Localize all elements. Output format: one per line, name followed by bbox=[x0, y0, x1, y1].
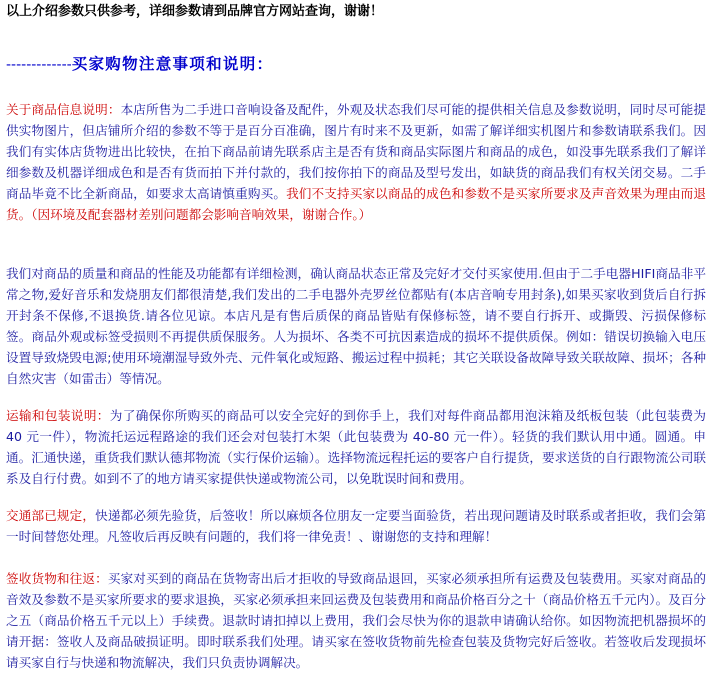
shipping-label: 运输和包装说明： bbox=[6, 408, 110, 423]
returns-text: 买家对买到的商品在货物寄出后才拒收的导致商品退回，买家必须承担所有运费及包装费用。买家对商品的音效及参数不是买家所要求的要求退换，买家必须承担来回运费及包装费用和商品价格百分之十（商品价格五千元内）。及百分之五（商品价格五千元以上）手续费。退款时请扣掉以上费用，我们会尽快为你的退款申请确认给你。如因物流把机器损坏的请开据：签收人及商品破损证明。即时联系我们处理。请买家在签收货物前先检查包装及货物完好后签收。若签收后发现损坏请买家自行与快递和物流解决，我们只负责协调解决。 bbox=[6, 571, 707, 670]
product-info-label: 关于商品信息说明： bbox=[6, 102, 121, 117]
returns-label: 签收货物和往返： bbox=[6, 571, 108, 586]
product-info-text: 本店所售为二手进口音响设备及配件，外观及状态我们尽可能的提供相关信息及参数说明，同时尽可能提供实物图片，但店铺所介绍的参数不等于是百分百准确，图片有时来不及更新，如需了解详细实机图片和参数请联系我们。因我们有实体店货物进出比较快，在拍下商品前请先联系店主是否有货和商品实际图片和商品的成色，如没事先联系我们了解详细参数及机器详细成色和是否有货而拍下并付款的，我们按你拍下的商品及型号发出，如缺货的商品我们有权关闭交易。二手商品毕竟不比全新商品，如要求太高请慎重购买。 bbox=[6, 102, 707, 201]
quality-paragraph bbox=[6, 263, 706, 389]
delivery-label: 交通部已规定， bbox=[6, 508, 96, 523]
top-disclaimer: 以上介绍参数只供参考，详细参数请到品牌官方网站查询，谢谢！ bbox=[6, 4, 384, 19]
notice-heading bbox=[6, 54, 706, 74]
heading-title: 买家购物注意事项和说明： bbox=[71, 54, 274, 73]
returns-paragraph bbox=[6, 568, 706, 673]
shipping-paragraph bbox=[6, 405, 706, 489]
quality-text: 我们对商品的质量和商品的性能及功能都有详细检测，确认商品状态正常及完好才交付买家使用.但由于二手电器HIFI商品非平常之物,爱好音乐和发烧朋友们都很清楚,我们发出的二手电器外壳罗丝位都贴有(本店音响专用封条),如果买家收到货后自行拆开封条不保修,不退换货.请各位见谅。本店凡是有售后质保的商品皆贴有保修标签，请不要自行拆开、或撕毁、污损保修标签。商品外观或标签受损则不再提供质保服务。人为损坏、各类不可抗因素造成的损坏不提供质保。例如：错误切换输入电压设置导致烧毁电源;使用环境潮湿导致外壳、元件氧化或短路、搬运过程中损耗；其它关联设备故障导致关联故障、损坏；各种自然灾害（如雷击）等情况。 bbox=[6, 266, 706, 386]
product-info-warning: 我们不支持买家以商品的成色和参数不是买家所要求及声音效果为理由而退货。（因环境及配套器材差别问题都会影响音响效果，谢谢合作。） bbox=[6, 186, 707, 222]
shipping-text: 为了确保你所购买的商品可以安全完好的到你手上，我们对每件商品都用泡沫箱及纸板包装（此包装费为 40 元一件），物流托运远程路途的我们还会对包装打木架（此包装费为 40-80 元一件）。轻货的我们默认用中通。圆通。申通。汇通快递，重货我们默认德邦物流（实行保价运输）。选择物流远程托运的要客户自行提货，要求送货的自行跟物流公司联系及自行付费。如到不了的地方请买家提供快递或物流公司，以免耽误时间和费用。 bbox=[6, 408, 707, 486]
heading-dashes: ------------- bbox=[6, 57, 72, 73]
delivery-paragraph bbox=[6, 505, 706, 547]
product-info-paragraph bbox=[6, 99, 706, 225]
delivery-text: 快递都必须先验货，后签收！所以麻烦各位朋友一定要当面验货，若出现问题请及时联系或者拒收，我们会第一时间替您处理。凡签收后再反映有问题的，我们将一律免责！、谢谢您的支持和理解！ bbox=[6, 508, 707, 544]
